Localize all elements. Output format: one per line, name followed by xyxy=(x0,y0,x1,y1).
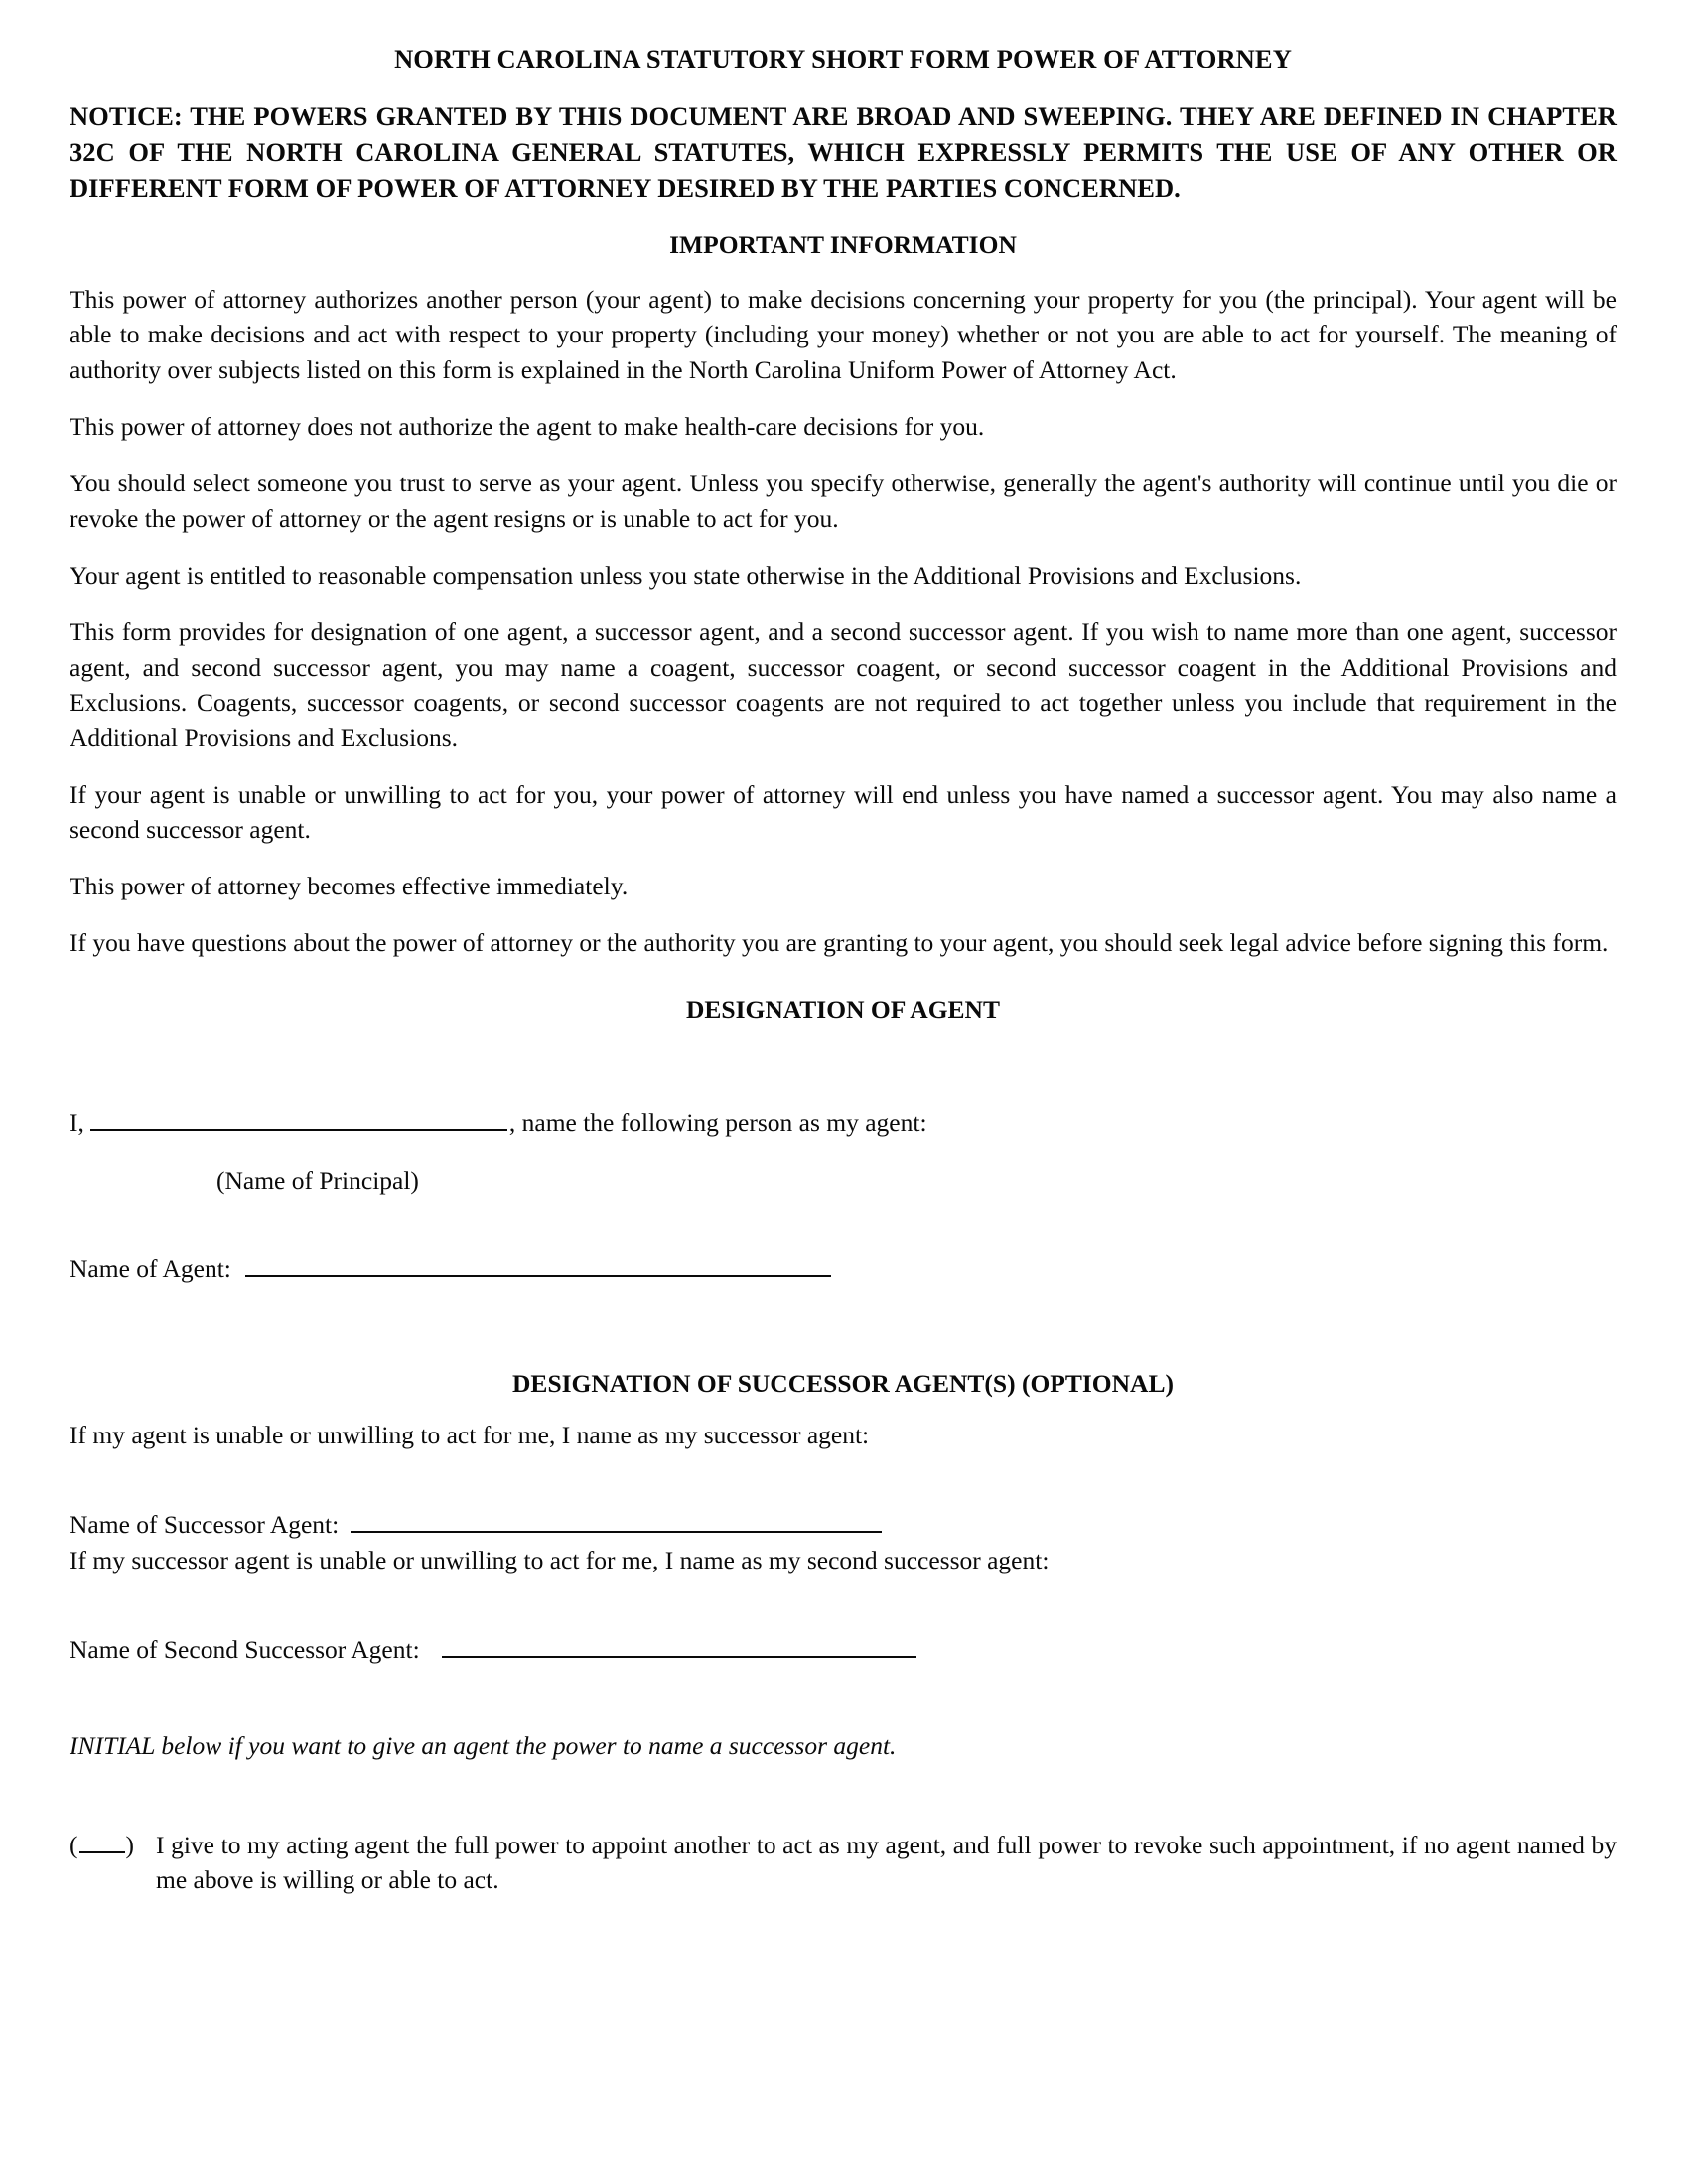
notice-block: NOTICE: THE POWERS GRANTED BY THIS DOCUMENT ARE BROAD AND SWEEPING. THEY ARE DEFINED IN CHAPTER 32C OF THE NORTH CAROLINA GENERAL STATUTES, WHICH EXPRESSLY PERMITS THE USE OF ANY OTHER OR DIFFERENT FORM OF POWER OF ATTORNEY DESIRED BY THE PARTIES CONCERNED. xyxy=(70,100,1617,203)
initial-grant-text: I give to my acting agent the full power to appoint another to act as my agent, and full power to revoke such appointment, if no agent named by me above is willing or able to act. xyxy=(156,1831,1617,1895)
principal-name-input-line[interactable] xyxy=(90,1102,507,1131)
paragraph-legal-advice: If you have questions about the power of attorney or the authority you are granting to your agent, you should seek legal advice before signing this form. xyxy=(70,928,1609,958)
second-successor-name-input-line[interactable] xyxy=(442,1629,916,1658)
paragraph-effective: This power of attorney becomes effective immediately. xyxy=(70,872,629,901)
designation-of-agent-heading: DESIGNATION OF AGENT xyxy=(686,994,1000,1024)
second-successor-intro-text: If my successor agent is unable or unwilling to act for me, I name as my second successor agent: xyxy=(70,1545,1050,1574)
initial-blank-group[interactable] xyxy=(70,1828,156,1898)
document-content xyxy=(70,44,1617,1898)
agent-name-row xyxy=(70,1248,1617,1286)
principal-prefix-label: I, xyxy=(70,1108,84,1138)
paragraph-select-agent: You should select someone you trust to serve as your agent. Unless you specify otherwise, generally the agent's authority will continue until you die or revoke the power of attorney or the agent resigns or is unable to act for you. xyxy=(70,469,1617,533)
initial-grant-item xyxy=(70,1828,1617,1898)
successor-name-label: Name of Successor Agent: xyxy=(70,1509,340,1539)
second-successor-name-label: Name of Second Successor Agent: xyxy=(70,1634,420,1664)
successor-name-row xyxy=(70,1504,1617,1542)
paragraph-successor-end: If your agent is unable or unwilling to act for you, your power of attorney will end unless you have named a successor agent. You may also name a second successor agent. xyxy=(70,779,1617,844)
important-information-heading: IMPORTANT INFORMATION xyxy=(669,229,1017,259)
initial-close-paren: ) xyxy=(125,1831,134,1860)
principal-name-row xyxy=(70,1102,1617,1140)
initial-open-paren: ( xyxy=(70,1831,78,1860)
paragraph-compensation: Your agent is entitled to reasonable compensation unless you state otherwise in the Additional Provisions and Exclusions. xyxy=(70,560,1302,590)
name-of-principal-caption: (Name of Principal) xyxy=(216,1165,419,1195)
designation-of-successor-agents-heading: DESIGNATION OF SUCCESSOR AGENT(S) (OPTIONAL) xyxy=(512,1369,1174,1399)
paragraph-coagents: This form provides for designation of one agent, a successor agent, and a second successor agent. If you wish to name more than one agent, successor agent, and second successor agent, you may name a coagent, successor coagent, or second successor coagent in the Additional Provisions and Exclusions. Coagents, successor coagents, or second successor coagents are not required to act together unless you include that requirement in the Additional Provisions and Exclusions. xyxy=(70,617,1617,752)
initial-instruction-note: INITIAL below if you want to give an agent the power to name a successor agent. xyxy=(70,1731,897,1761)
agent-name-label: Name of Agent: xyxy=(70,1253,231,1283)
initial-input-line[interactable] xyxy=(79,1832,125,1853)
second-successor-name-row xyxy=(70,1629,1617,1667)
paragraph-authorizes: This power of attorney authorizes another person (your agent) to make decisions concerning your property for you (the principal). Your agent will be able to make decisions and act with respect to your property (including your money) whether or not you are able to act for yourself. The meaning of authority over subjects listed on this form is explained in the North Carolina Uniform Power of Attorney Act. xyxy=(70,285,1617,384)
principal-suffix-label: , name the following person as my agent: xyxy=(508,1108,927,1138)
successor-name-input-line[interactable] xyxy=(351,1504,882,1533)
page-title: NORTH CAROLINA STATUTORY SHORT FORM POWER OF ATTORNEY xyxy=(394,44,1292,73)
agent-name-input-line[interactable] xyxy=(245,1248,831,1277)
paragraph-health-care: This power of attorney does not authorize the agent to make health-care decisions for you. xyxy=(70,412,985,442)
successor-intro-text: If my agent is unable or unwilling to act for me, I name as my successor agent: xyxy=(70,1420,870,1449)
